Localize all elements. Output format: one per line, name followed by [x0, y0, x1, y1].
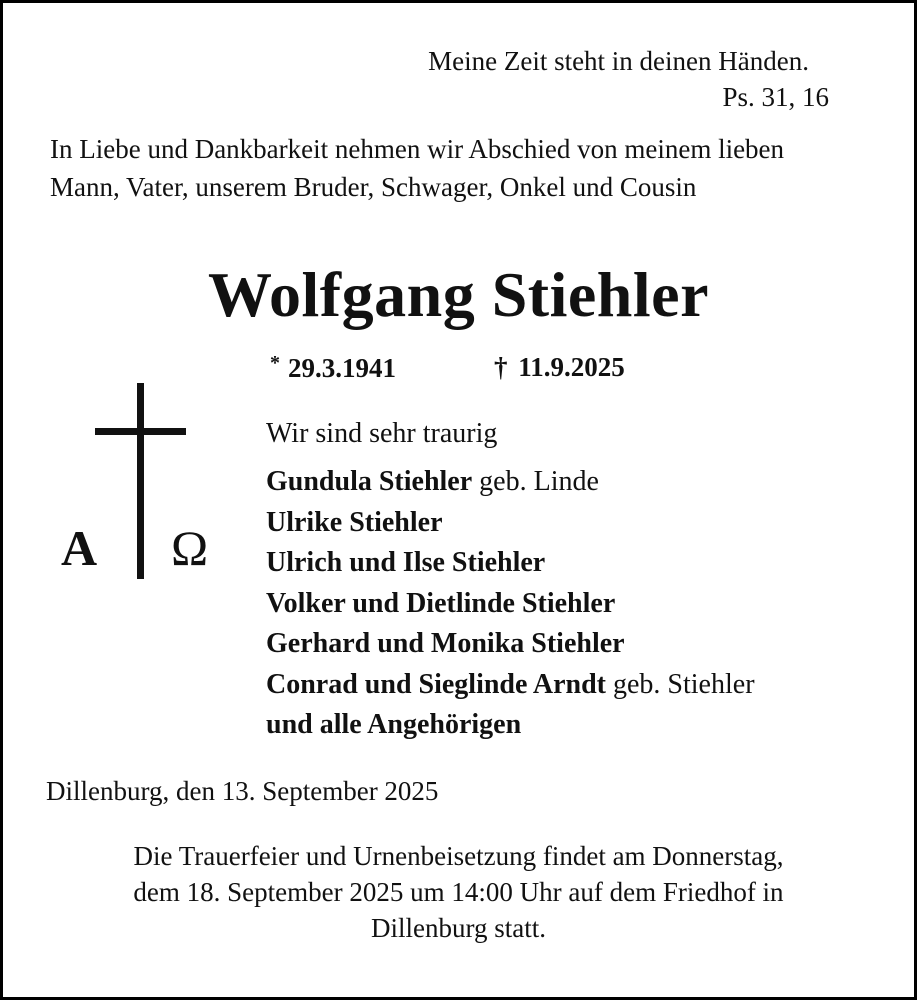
birth-date-line: [270, 352, 396, 384]
mourner-suffix: geb. Stiehler: [606, 668, 755, 700]
funeral-service-notice: [40, 838, 877, 946]
mourners-intro: Wir sind sehr traurig: [266, 418, 498, 449]
omega-letter: Ω: [171, 520, 209, 576]
mourner-name: und alle Angehörigen: [266, 709, 522, 740]
mourner-entry: [266, 624, 755, 665]
mourner-name: Gundula Stiehler: [266, 466, 473, 497]
death-date: 11.9.2025: [518, 352, 625, 382]
bible-verse: Meine Zeit steht in deinen Händen.: [428, 46, 809, 76]
place-and-date: Dillenburg, den 13. September 2025: [46, 776, 439, 806]
cross-horizontal-bar: [95, 428, 186, 435]
mourners-list: [266, 462, 755, 746]
alpha-letter: A: [61, 520, 98, 576]
mourner-name: Volker und Dietlinde Stiehler: [266, 587, 616, 619]
cross-vertical-bar: [137, 383, 144, 579]
deceased-name: Wolfgang Stiehler: [208, 259, 709, 330]
mourner-name: Ulrich und Ilse Stiehler: [266, 547, 546, 578]
mourner-entry: [266, 503, 755, 544]
birth-star-icon: *: [270, 352, 280, 374]
service-line-3: Dillenburg statt.: [371, 913, 546, 943]
mourner-name: Ulrike Stiehler: [266, 506, 443, 538]
mourner-suffix: geb. Linde: [472, 466, 599, 497]
death-date-line: [494, 352, 625, 383]
alpha-omega-cross-icon: [55, 383, 225, 583]
birth-date: 29.3.1941: [288, 353, 396, 383]
mourner-name: Gerhard und Monika Stiehler: [266, 628, 625, 659]
death-dagger-icon: †: [494, 352, 508, 382]
mourner-entry: [266, 665, 755, 706]
mourner-entry: [266, 584, 755, 625]
mourner-entry: [266, 462, 755, 503]
mourner-entry: [266, 543, 755, 584]
mourner-entry: [266, 705, 755, 746]
service-line-2: dem 18. September 2025 um 14:00 Uhr auf dem Friedhof in: [133, 877, 784, 907]
intro-text: In Liebe und Dankbarkeit nehmen wir Abschied von meinem lieben Mann, Vater, unserem Bruder, Schwager, Onkel und Cousin: [50, 134, 785, 202]
bible-verse-reference: Ps. 31, 16: [722, 82, 829, 112]
service-line-1: Die Trauerfeier und Urnenbeisetzung findet am Donnerstag,: [133, 841, 784, 871]
mourner-name: Conrad und Sieglinde Arndt: [266, 668, 606, 700]
